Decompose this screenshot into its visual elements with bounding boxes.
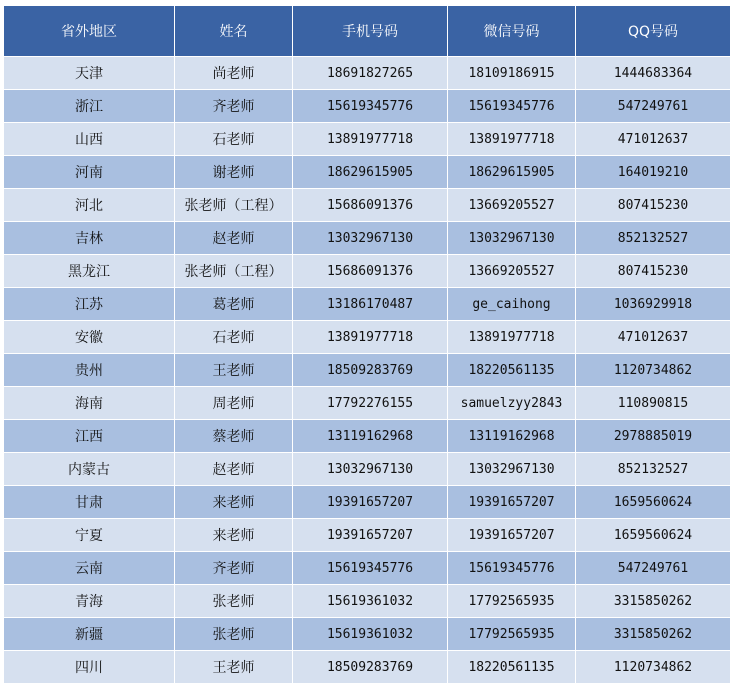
cell-qq[interactable]: 471012637 [576, 321, 731, 354]
cell-qq[interactable]: 2978885019 [576, 420, 731, 453]
cell-name[interactable]: 来老师 [175, 486, 293, 519]
cell-qq[interactable]: 3315850262 [576, 585, 731, 618]
contact-sheet [3, 6, 730, 684]
cell-name[interactable]: 张老师（工程） [175, 255, 293, 288]
cell-wechat[interactable]: ge_caihong [448, 288, 576, 321]
cell-wechat[interactable]: 15619345776 [448, 552, 576, 585]
cell-mobile[interactable]: 15619361032 [293, 618, 448, 651]
table-row [4, 255, 731, 288]
cell-name[interactable]: 赵老师 [175, 453, 293, 486]
cell-region[interactable]: 新疆 [4, 618, 175, 651]
cell-name[interactable]: 来老师 [175, 519, 293, 552]
cell-wechat[interactable]: 19391657207 [448, 486, 576, 519]
column-header-qq[interactable]: QQ号码 [576, 6, 731, 57]
cell-wechat[interactable]: samuelzyy2843 [448, 387, 576, 420]
cell-region[interactable]: 宁夏 [4, 519, 175, 552]
cell-qq[interactable]: 1659560624 [576, 486, 731, 519]
cell-wechat[interactable]: 13032967130 [448, 222, 576, 255]
header-row [4, 6, 731, 57]
cell-wechat[interactable]: 18629615905 [448, 156, 576, 189]
cell-region[interactable]: 天津 [4, 57, 175, 90]
cell-wechat[interactable]: 17792565935 [448, 618, 576, 651]
cell-name[interactable]: 石老师 [175, 123, 293, 156]
table-body [4, 57, 731, 684]
cell-name[interactable]: 尚老师 [175, 57, 293, 90]
cell-region[interactable]: 海南 [4, 387, 175, 420]
cell-qq[interactable]: 3315850262 [576, 618, 731, 651]
cell-mobile[interactable]: 13032967130 [293, 222, 448, 255]
cell-mobile[interactable]: 15619345776 [293, 552, 448, 585]
contact-table [3, 6, 731, 684]
cell-wechat[interactable]: 19391657207 [448, 519, 576, 552]
cell-mobile[interactable]: 15619345776 [293, 90, 448, 123]
cell-name[interactable]: 张老师 [175, 585, 293, 618]
cell-qq[interactable]: 807415230 [576, 255, 731, 288]
cell-mobile[interactable]: 15686091376 [293, 255, 448, 288]
table-row [4, 387, 731, 420]
cell-region[interactable]: 河北 [4, 189, 175, 222]
cell-name[interactable]: 葛老师 [175, 288, 293, 321]
cell-region[interactable]: 云南 [4, 552, 175, 585]
cell-region[interactable]: 河南 [4, 156, 175, 189]
cell-mobile[interactable]: 18629615905 [293, 156, 448, 189]
table-row [4, 123, 731, 156]
cell-region[interactable]: 黑龙江 [4, 255, 175, 288]
table-row [4, 354, 731, 387]
cell-region[interactable]: 浙江 [4, 90, 175, 123]
cell-mobile[interactable]: 13032967130 [293, 453, 448, 486]
table-row [4, 321, 731, 354]
cell-name[interactable]: 周老师 [175, 387, 293, 420]
cell-mobile[interactable]: 13891977718 [293, 123, 448, 156]
table-row [4, 552, 731, 585]
cell-mobile[interactable]: 13186170487 [293, 288, 448, 321]
table-row [4, 288, 731, 321]
cell-name[interactable]: 齐老师 [175, 90, 293, 123]
cell-mobile[interactable]: 19391657207 [293, 486, 448, 519]
table-row [4, 519, 731, 552]
cell-region[interactable]: 四川 [4, 651, 175, 684]
cell-qq[interactable]: 110890815 [576, 387, 731, 420]
cell-wechat[interactable]: 18109186915 [448, 57, 576, 90]
cell-region[interactable]: 江西 [4, 420, 175, 453]
column-header-mobile[interactable]: 手机号码 [293, 6, 448, 57]
cell-qq[interactable]: 1036929918 [576, 288, 731, 321]
cell-mobile[interactable]: 18509283769 [293, 651, 448, 684]
cell-region[interactable]: 吉林 [4, 222, 175, 255]
table-row [4, 222, 731, 255]
cell-wechat[interactable]: 18220561135 [448, 354, 576, 387]
cell-wechat[interactable]: 13891977718 [448, 321, 576, 354]
table-row [4, 189, 731, 222]
cell-mobile[interactable]: 18691827265 [293, 57, 448, 90]
cell-qq[interactable]: 547249761 [576, 90, 731, 123]
cell-mobile[interactable]: 13891977718 [293, 321, 448, 354]
cell-name[interactable]: 齐老师 [175, 552, 293, 585]
cell-qq[interactable]: 1659560624 [576, 519, 731, 552]
column-header-region[interactable]: 省外地区 [4, 6, 175, 57]
cell-mobile[interactable]: 18509283769 [293, 354, 448, 387]
cell-name[interactable]: 谢老师 [175, 156, 293, 189]
cell-mobile[interactable]: 19391657207 [293, 519, 448, 552]
table-row [4, 90, 731, 123]
cell-name[interactable]: 王老师 [175, 354, 293, 387]
cell-mobile[interactable]: 15619361032 [293, 585, 448, 618]
cell-qq[interactable]: 471012637 [576, 123, 731, 156]
cell-region[interactable]: 江苏 [4, 288, 175, 321]
cell-wechat[interactable]: 13032967130 [448, 453, 576, 486]
cell-qq[interactable]: 852132527 [576, 453, 731, 486]
cell-mobile[interactable]: 13119162968 [293, 420, 448, 453]
table-row [4, 453, 731, 486]
cell-name[interactable]: 赵老师 [175, 222, 293, 255]
table-row [4, 420, 731, 453]
cell-qq[interactable]: 1120734862 [576, 354, 731, 387]
cell-region[interactable]: 内蒙古 [4, 453, 175, 486]
cell-mobile[interactable]: 15686091376 [293, 189, 448, 222]
cell-wechat[interactable]: 13119162968 [448, 420, 576, 453]
table-row [4, 486, 731, 519]
cell-name[interactable]: 王老师 [175, 651, 293, 684]
cell-qq[interactable]: 1444683364 [576, 57, 731, 90]
table-row [4, 156, 731, 189]
cell-qq[interactable]: 547249761 [576, 552, 731, 585]
cell-wechat[interactable]: 15619345776 [448, 90, 576, 123]
cell-region[interactable]: 安徽 [4, 321, 175, 354]
cell-name[interactable]: 张老师 [175, 618, 293, 651]
column-header-name[interactable]: 姓名 [175, 6, 293, 57]
cell-wechat[interactable]: 18220561135 [448, 651, 576, 684]
cell-wechat[interactable]: 13891977718 [448, 123, 576, 156]
cell-region[interactable]: 山西 [4, 123, 175, 156]
cell-mobile[interactable]: 17792276155 [293, 387, 448, 420]
cell-name[interactable]: 张老师（工程） [175, 189, 293, 222]
cell-qq[interactable]: 852132527 [576, 222, 731, 255]
table-row [4, 585, 731, 618]
cell-region[interactable]: 青海 [4, 585, 175, 618]
table-row [4, 618, 731, 651]
cell-qq[interactable]: 1120734862 [576, 651, 731, 684]
cell-region[interactable]: 贵州 [4, 354, 175, 387]
cell-qq[interactable]: 164019210 [576, 156, 731, 189]
cell-name[interactable]: 石老师 [175, 321, 293, 354]
cell-region[interactable]: 甘肃 [4, 486, 175, 519]
table-row [4, 57, 731, 90]
cell-wechat[interactable]: 13669205527 [448, 255, 576, 288]
cell-wechat[interactable]: 17792565935 [448, 585, 576, 618]
cell-wechat[interactable]: 13669205527 [448, 189, 576, 222]
cell-qq[interactable]: 807415230 [576, 189, 731, 222]
table-row [4, 651, 731, 684]
column-header-wechat[interactable]: 微信号码 [448, 6, 576, 57]
cell-name[interactable]: 蔡老师 [175, 420, 293, 453]
